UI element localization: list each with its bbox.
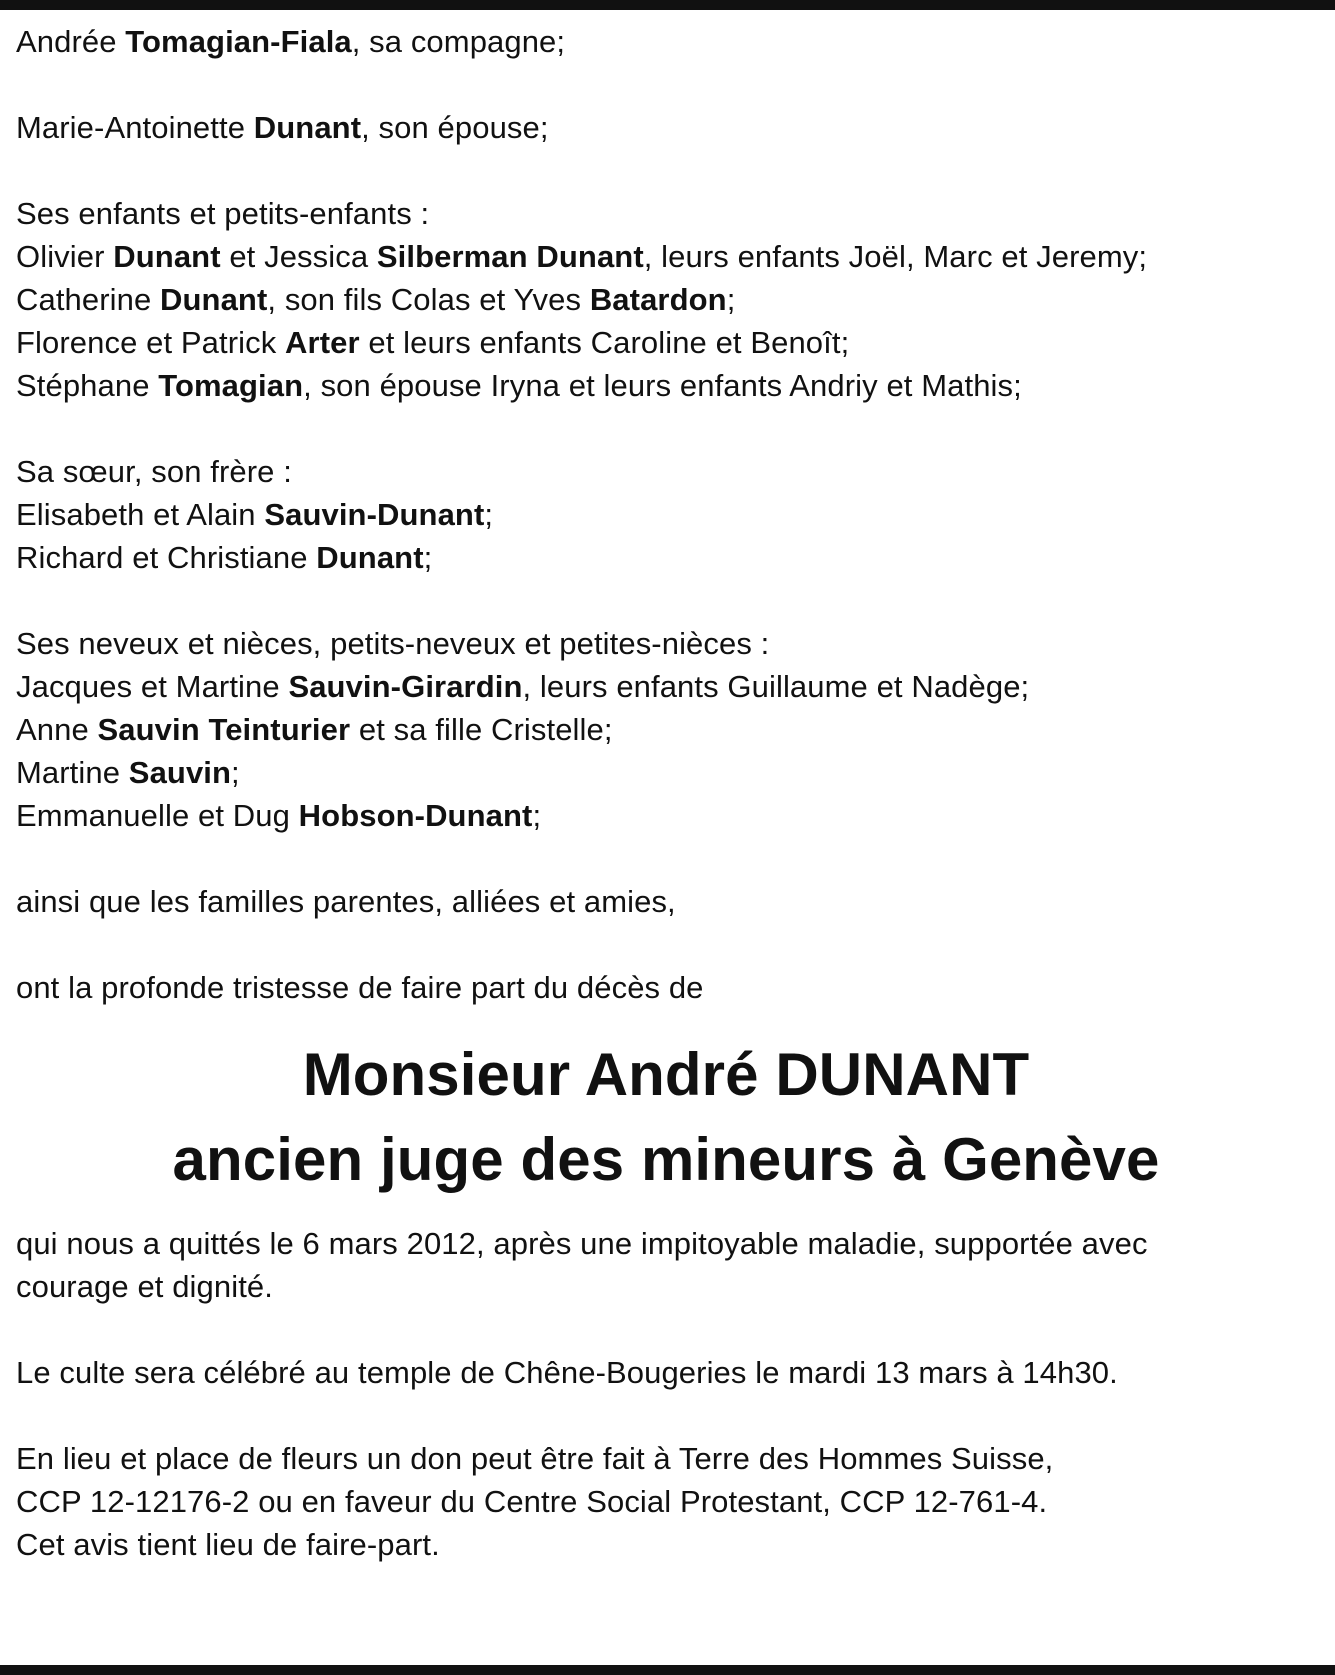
siblings-line-1: Elisabeth et Alain Sauvin-Dunant; xyxy=(16,497,494,532)
donation-line-2: CCP 12-12176-2 ou en faveur du Centre Social Protestant, CCP 12-761-4. xyxy=(16,1484,1048,1519)
donation-block xyxy=(16,1437,1316,1566)
donation-line-1: En lieu et place de fleurs un don peut être fait à Terre des Hommes Suisse, xyxy=(16,1441,1054,1476)
families-block xyxy=(16,880,1316,923)
children-line-2: Catherine Dunant, son fils Colas et Yves Batardon; xyxy=(16,282,736,317)
passing-line-2: courage et dignité. xyxy=(16,1269,273,1304)
service-line: Le culte sera célébré au temple de Chêne-Bougeries le mardi 13 mars à 14h30. xyxy=(16,1355,1118,1390)
wife-block xyxy=(16,106,1316,149)
top-rule xyxy=(0,0,1335,10)
deceased-title xyxy=(16,1032,1316,1202)
donation-line-3: Cet avis tient lieu de faire-part. xyxy=(16,1527,440,1562)
children-block xyxy=(16,192,1316,407)
service-block xyxy=(16,1351,1316,1394)
siblings-line-2: Richard et Christiane Dunant; xyxy=(16,540,433,575)
deceased-role: ancien juge des mineurs à Genève xyxy=(172,1126,1160,1193)
nephews-line-3: Martine Sauvin; xyxy=(16,755,240,790)
announce-line: ont la profonde tristesse de faire part du décès de xyxy=(16,970,704,1005)
announce-block xyxy=(16,966,1316,1009)
wife-line: Marie-Antoinette Dunant, son épouse; xyxy=(16,110,549,145)
companion-block xyxy=(16,20,1316,63)
families-line: ainsi que les familles parentes, alliées et amies, xyxy=(16,884,676,919)
children-line-4: Stéphane Tomagian, son épouse Iryna et leurs enfants Andriy et Mathis; xyxy=(16,368,1022,403)
obituary-notice xyxy=(16,20,1316,1566)
bottom-rule xyxy=(0,1665,1335,1675)
passing-block xyxy=(16,1222,1316,1308)
siblings-block xyxy=(16,450,1316,579)
children-line-1: Olivier Dunant et Jessica Silberman Dunant, leurs enfants Joël, Marc et Jeremy; xyxy=(16,239,1148,274)
nephews-line-4: Emmanuelle et Dug Hobson-Dunant; xyxy=(16,798,542,833)
companion-line: Andrée Tomagian-Fiala, sa compagne; xyxy=(16,24,566,59)
children-heading: Ses enfants et petits-enfants : xyxy=(16,196,430,231)
children-line-3: Florence et Patrick Arter et leurs enfants Caroline et Benoît; xyxy=(16,325,850,360)
passing-line-1: qui nous a quittés le 6 mars 2012, après une impitoyable maladie, supportée avec xyxy=(16,1226,1148,1261)
siblings-heading: Sa sœur, son frère : xyxy=(16,454,292,489)
deceased-name: Monsieur André DUNANT xyxy=(302,1041,1030,1108)
nephews-line-1: Jacques et Martine Sauvin-Girardin, leurs enfants Guillaume et Nadège; xyxy=(16,669,1030,704)
nephews-line-2: Anne Sauvin Teinturier et sa fille Cristelle; xyxy=(16,712,613,747)
nephews-heading: Ses neveux et nièces, petits-neveux et petites-nièces : xyxy=(16,626,770,661)
nephews-block xyxy=(16,622,1316,837)
